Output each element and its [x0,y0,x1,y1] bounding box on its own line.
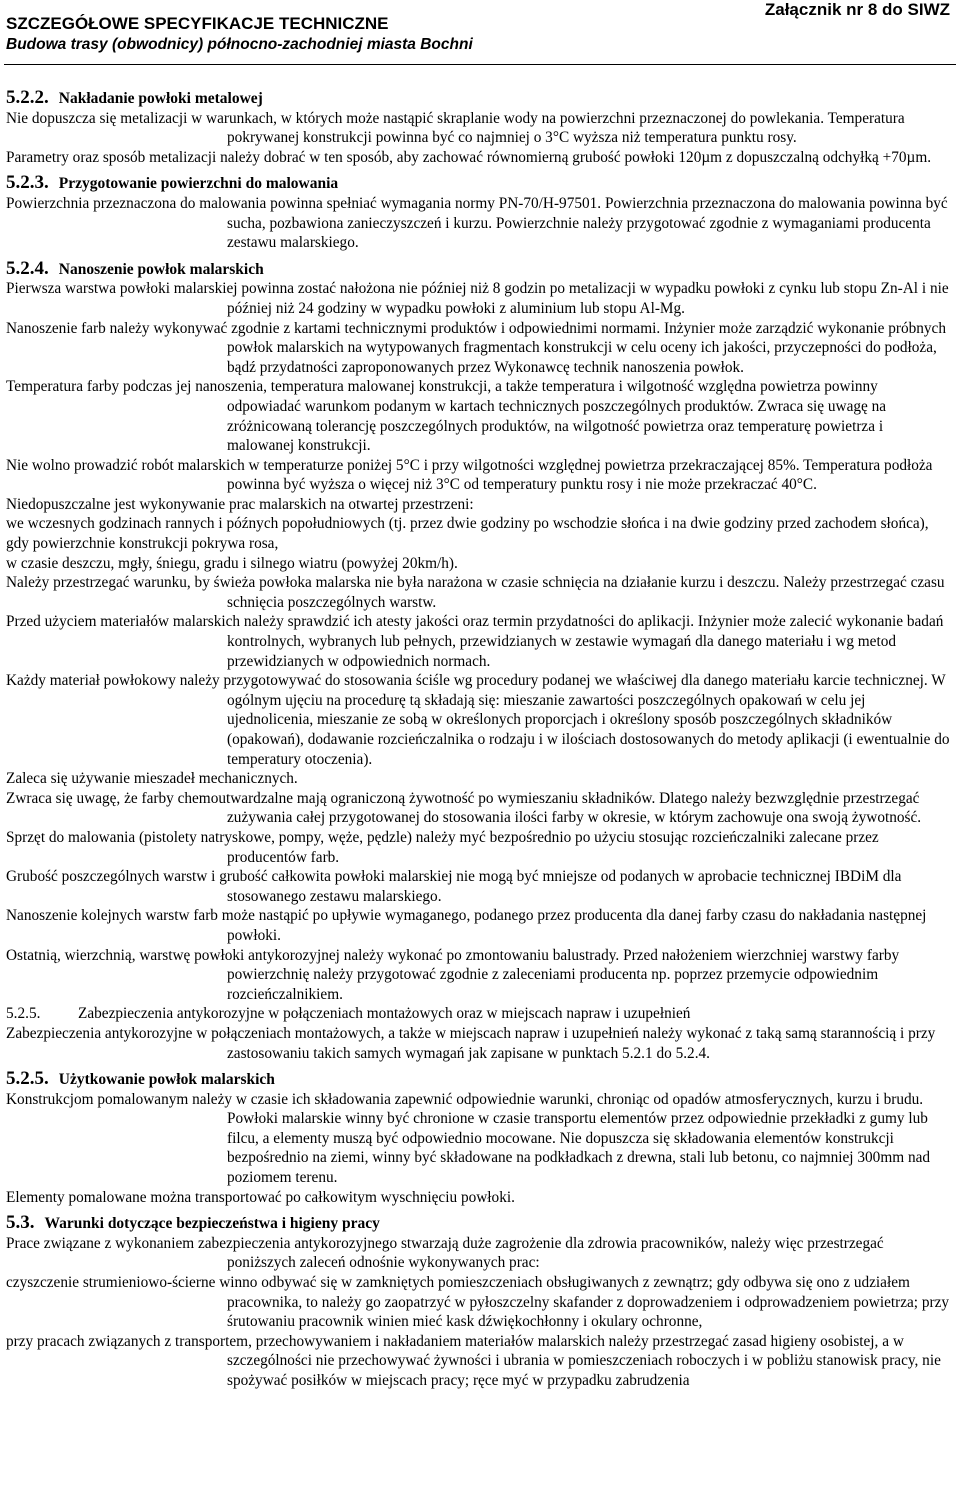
list-item: we wczesnych godzinach rannych i późnych popołudniowych (tj. przez dwie godziny po wschodzie słońca i na dwie godziny przed zachodem słońca), [6,515,929,533]
section-number: 5.2.5. [6,1068,49,1090]
section-number: 5.2.5. [6,1005,41,1023]
heading-5-2-3 [6,173,950,194]
heading-5-2-2 [6,88,950,109]
heading-5-2-4 [6,259,950,280]
list-item: gdy powierzchnie konstrukcji pokrywa rosa, [6,535,279,553]
paragraph: Prace związane z wykonaniem zabezpieczenia antykorozyjnego stwarzają duże zagrożenie dla zdrowia pracowników, należy więc przestrzegać poniższych zaleceń odnośnie wykonywanych prac: [6,1234,884,1272]
section-title: Nakładanie powłoki metalowej [58,90,263,107]
section-number: 5.3. [6,1212,35,1234]
annex-label: Załącznik nr 8 do SIWZ [764,0,950,19]
paragraph: Grubość poszczególnych warstw i grubość całkowita powłoki malarskiej nie mogą być mniejsze od podanych w aprobacie technicznej IBDiM dla stosowanego zestawu malarskiego. [6,868,902,905]
spec-title: SZCZEGÓŁOWE SPECYFIKACJE TECHNICZNE [6,14,389,33]
paragraph: Nanoszenie kolejnych warstw farb może nastąpić po upływie wymaganego, podanego przez producenta dla danej farby czasu do nakładania następnej powłoki. [6,907,927,944]
paragraph: Nie dopuszcza się metalizacji w warunkach, w których może nastąpić skraplanie wody na powierzchni przeznaczonej do powlekania. Temperatura pokrywanej konstrukcji powinna być co najmniej o 3°C wyższa niż temperatura punktu rosy. [6,109,905,147]
paragraph: Nanoszenie farb należy wykonywać zgodnie z kartami technicznymi produktów i odpowiednimi normami. Inżynier może zarządzić wykonanie próbnych powłok malarskich na wytypowanych fragmentach konstrukcji w celu oceny ich jakości, przyczepności do podłoża, bądź przydatności zaproponowanych przez Wykonawcę technik nanoszenia powłok. [6,319,946,376]
paragraph: Parametry oraz sposób metalizacji należy dobrać w ten sposób, aby zachować równomierną grubość powłoki 120µm z dopuszczalną odchyłką +70µm. [6,148,932,166]
paragraph: Konstrukcjom pomalowanym należy w czasie ich składowania zapewnić odpowiednie warunki, chroniąc od opadów atmosferycznych, kurzu i brudu. Powłoki malarskie winny być chronione w czasie transportu elementów przez odpowiednie przekładki z gumy lub filcu, a elementy muszą być odpowiednio mocowane. Nie dopuszcza się składowania elementów konstrukcji bezpośrednio na ziemi, winny być składowane na podkładkach z drewna, stali lub betonu, co najmniej 300mm nad poziomem terenu. [6,1090,931,1187]
paragraph: Należy przestrzegać warunku, by świeża powłoka malarska nie była narażona w czasie schnięcia na działanie kurzu i deszczu. Należy przestrzegać czasu schnięcia poszczególnych warstw. [6,574,945,611]
paragraph: Niedopuszczalne jest wykonywanie prac malarskich na otwartej przestrzeni: [6,495,474,513]
paragraph: Powierzchnia przeznaczona do malowania powinna spełniać wymagania normy PN-70/H-97501. Powierzchnia przeznaczona do malowania powinna być sucha, pozbawiona zanieczyszczeń i kurzu. Powierzchnie należy przygotować zgodnie z wymaganiami producenta zestawu malarskiego. [6,194,948,252]
section-number: 5.2.3. [6,172,49,194]
document-body [6,82,950,1391]
paragraph: Każdy materiał powłokowy należy przygotowywać do stosowania ściśle wg procedury podanej we właściwej dla danego materiału karcie technicznej. W ogólnym ujęciu na procedurę tą składają się: mieszanie zawartości poszczególnych opakowań w celu jej ujednolicenia, mieszanie ze sobą w określonych proporcjach i określony sposób poszczególnych składników (opakowań), dodawanie rozcieńczalnika o rodzaju i w ilościach dostosowanych do metody aplikacji (i ewentualnie do temperatury otoczenia). [6,672,950,768]
heading-5-2-5-usage [6,1069,950,1090]
section-title: Przygotowanie powierzchni do malowania [58,175,339,193]
section-title: Użytkowanie powłok malarskich [58,1071,275,1089]
subheading-5-2-5-protection [6,1004,950,1024]
paragraph: Zwraca się uwagę, że farby chemoutwardzalne mają ograniczoną żywotność po wymieszaniu składników. Dlatego należy bezwzględnie przestrzegać zużywania całej przygotowanej do stosowania ilości farby w okresie, w którym zachowuje ona swoją żywotność. [6,789,922,827]
paragraph: Przed użyciem materiałów malarskich należy sprawdzić ich atesty jakości oraz termin przydatności do aplikacji. Inżynier może zalecić wykonanie badań kontrolnych, wybranych lub pełnych, przewidzianych w zestawie wymagań dla danego materiału i wg metod przewidzianych w odpowiednich normach. [6,613,944,670]
section-title: Nanoszenie powłok malarskich [58,260,264,278]
paragraph: Zabezpieczenia antykorozyjne w połączeniach montażowych, a także w miejscach napraw i uzupełnień należy wykonać z taką samą starannością i przy zastosowaniu takich samych wymagań jak zapisane w punktach 5.2.1 do 5.2.4. [6,1024,936,1062]
header-rule [4,64,956,65]
paragraph: Zaleca się używanie mieszadeł mechanicznych. [6,770,298,788]
project-subtitle: Budowa trasy (obwodnicy) północno-zachodniej miasta Bochni [6,36,473,53]
paragraph: Sprzęt do malowania (pistolety natryskowe, pompy, węże, pędzle) należy myć bezpośrednio po użyciu stosując rozcieńczalniki zalecane przez producentów farb. [6,828,879,866]
paragraph: Ostatnią, wierzchnią, warstwę powłoki antykorozyjnej należy wykonać po zmontowaniu balustrady. Przed nałożeniem wierzchniej warstwy farby powierzchnię należy przygotować zgodnie z zaleceniami producenta np. poprzez przemycie odpowiednim rozcieńczalnikiem. [6,946,900,1003]
paragraph: Nie wolno prowadzić robót malarskich w temperaturze poniżej 5°C i przy wilgotności względnej powietrza przekraczającej 85%. Temperatura podłoża powinna być wyższa o więcej niż 3°C od temperatury punktu rosy i nie może przekraczać 40°C. [6,456,933,494]
paragraph: Pierwsza warstwa powłoki malarskiej powinna zostać nałożona nie później niż 8 godzin po metalizacji w wypadku powłoki z cynku lub stopu Zn-Al i nie później niż 24 godziny w wypadku powłoki z aluminium lub stopu Al-Mg. [6,280,949,317]
section-number: 5.2.2. [6,87,49,108]
section-title: Zabezpieczenia antykorozyjne w połączeniach montażowych oraz w miejscach napraw i uzupełnień [78,1005,691,1023]
section-title: Warunki dotyczące bezpieczeństwa i higieny pracy [44,1215,380,1233]
paragraph: Elementy pomalowane można transportować po całkowitym wyschnięciu powłoki. [6,1188,515,1206]
paragraph: Temperatura farby podczas jej nanoszenia, temperatura malowanej konstrukcji, a także temperatura i wilgotność względna powietrza powinny odpowiadać warunkom podanym w kartach technicznych poszczególnych produktów. Zwraca się uwagę na zróżnicowaną tolerancję poszczególnych produktów, na wilgotność powietrza oraz temperaturę powietrza i malowanej konstrukcji. [6,378,887,455]
section-number: 5.2.4. [6,257,49,279]
list-item: czyszczenie strumieniowo-ścierne winno odbywać się w zamkniętych pomieszczeniach obsługiwanych z zewnątrz; gdy odbywa się ono z udziałem pracownika, to należy go zaopatrzyć w pyłoszczelny skafander z doprowadzeniem i odprowadzeniem powietrza; przy śrutowaniu pracownik winien mieć kask dźwiękochłonny i okulary ochronne, [6,1274,950,1331]
heading-5-3 [6,1213,950,1234]
list-item: w czasie deszczu, mgły, śniegu, gradu i silnego wiatru (powyżej 20km/h). [6,554,458,572]
list-item: przy pracach związanych z transportem, przechowywaniem i nakładaniem materiałów malarskich należy przestrzegać zasad higieny osobistej, a w szczególności nie przechowywać żywności i ubrania w pomieszczeniach roboczych i w pobliżu stanowisk pracy, nie spożywać posiłków w miejscach pracy; ręce myć w przypadku zabrudzenia [6,1332,941,1389]
